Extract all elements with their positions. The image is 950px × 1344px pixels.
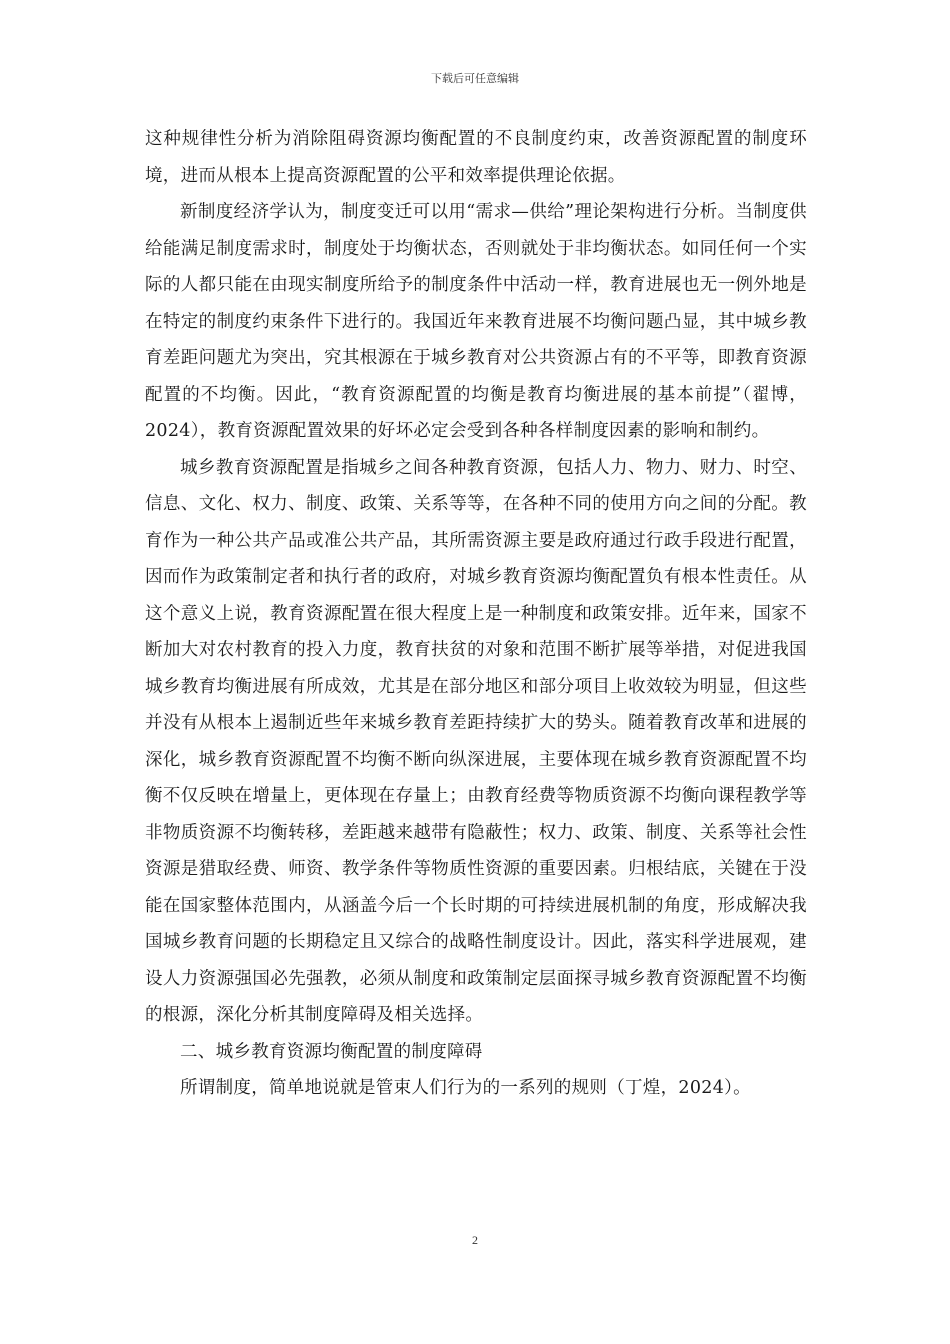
body-paragraph-1: 这种规律性分析为消除阻碍资源均衡配置的不良制度约束，改善资源配置的制度环境，进而从根本上提高资源配置的公平和效率提供理论依据。 bbox=[145, 129, 807, 186]
page-header: 下载后可任意编辑 bbox=[431, 72, 519, 85]
page-number: 2 bbox=[472, 1233, 478, 1247]
document-body bbox=[145, 121, 807, 1107]
body-paragraph-3: 城乡教育资源配置是指城乡之间各种教育资源，包括人力、物力、财力、时空、信息、文化、权力、制度、政策、关系等等，在各种不同的使用方向之间的分配。教育作为一种公共产品或准公共产品，其所需资源主要是政府通过行政手段进行配置，因而作为政策制定者和执行者的政府，对城乡教育资源均衡配置负有根本性责任。从这个意义上说，教育资源配置在很大程度上是一种制度和政策安排。近年来，国家不断加大对农村教育的投入力度，教育扶贫的对象和范围不断扩展等举措，对促进我国城乡教育均衡进展有所成效，尤其是在部分地区和部分项目上收效较为明显，但这些并没有从根本上遏制近些年来城乡教育差距持续扩大的势头。随着教育改革和进展的深化，城乡教育资源配置不均衡不断向纵深进展，主要体现在城乡教育资源配置不均衡不仅反映在增量上，更体现在存量上；由教育经费等物质资源不均衡向课程教学等非物质资源不均衡转移，差距越来越带有隐蔽性；权力、政策、制度、关系等社会性资源是猎取经费、师资、教学条件等物质性资源的重要因素。归根结底，关键在于没能在国家整体范围内，从涵盖今后一个长时期的可持续进展机制的角度，形成解决我国城乡教育问题的长期稳定且又综合的战略性制度设计。因此，落实科学进展观，建设人力资源强国必先强教，必须从制度和政策制定层面探寻城乡教育资源配置不均衡的根源，深化分析其制度障碍及相关选择。 bbox=[145, 457, 807, 1025]
body-paragraph-2: 新制度经济学认为，制度变迁可以用“需求—供给”理论架构进行分析。当制度供给能满足制度需求时，制度处于均衡状态，否则就处于非均衡状态。如同任何一个实际的人都只能在由现实制度所给予的制度条件中活动一样，教育进展也无一例外地是在特定的制度约束条件下进行的。我国近年来教育进展不均衡问题凸显，其中城乡教育差距问题尤为突出，究其根源在于城乡教育对公共资源占有的不平等，即教育资源配置的不均衡。因此，“教育资源配置的均衡是教育均衡进展的基本前提”（翟博，2024），教育资源配置效果的好坏必定会受到各种各样制度因素的影响和制约。 bbox=[145, 202, 807, 441]
body-paragraph-4: 所谓制度，简单地说就是管束人们行为的一系列的规则（丁煌，2024）。 bbox=[180, 1078, 751, 1098]
section-heading: 二、城乡教育资源均衡配置的制度障碍 bbox=[180, 1041, 483, 1062]
